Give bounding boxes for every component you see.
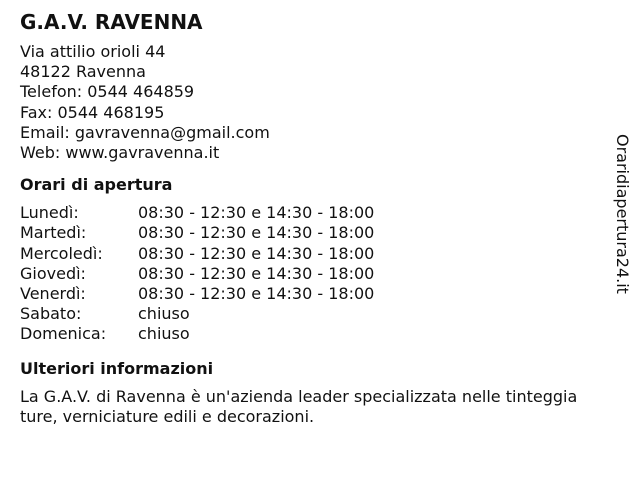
brand-watermark: Oraridiapertura24.it bbox=[613, 134, 632, 294]
info-description: La G.A.V. di Ravenna è un'azienda leader specializzata nelle tinteggiature, verniciature edili e decorazioni. bbox=[20, 386, 578, 426]
hours-time: 08:30 - 12:30 e 14:30 - 18:00 bbox=[138, 203, 375, 223]
hours-day: Sabato: bbox=[20, 304, 82, 324]
hours-day: Domenica: bbox=[20, 324, 107, 344]
hours-time: 08:30 - 12:30 e 14:30 - 18:00 bbox=[138, 243, 375, 263]
hours-row bbox=[20, 203, 600, 223]
hours-row bbox=[20, 284, 600, 304]
hours-time: 08:30 - 12:30 e 14:30 - 18:00 bbox=[138, 263, 375, 283]
hours-row bbox=[20, 244, 600, 264]
hours-row bbox=[20, 304, 600, 324]
email-line: Email: gavravenna@gmail.com bbox=[20, 122, 270, 142]
address-city: 48122 Ravenna bbox=[20, 62, 146, 82]
hours-row bbox=[20, 223, 600, 243]
business-name: G.A.V. RAVENNA bbox=[20, 10, 203, 34]
opening-hours-title: Orari di apertura bbox=[20, 175, 173, 195]
business-card bbox=[20, 10, 600, 427]
hours-row bbox=[20, 324, 600, 344]
hours-day: Venerdì: bbox=[20, 284, 86, 304]
hours-time: 08:30 - 12:30 e 14:30 - 18:00 bbox=[138, 284, 375, 304]
hours-day: Lunedì: bbox=[20, 203, 79, 223]
hours-day: Martedì: bbox=[20, 223, 87, 243]
hours-row bbox=[20, 264, 600, 284]
hours-time: 08:30 - 12:30 e 14:30 - 18:00 bbox=[138, 223, 375, 243]
address-street: Via attilio orioli 44 bbox=[20, 42, 166, 61]
fax-line: Fax: 0544 468195 bbox=[20, 102, 165, 122]
web-line: Web: www.gavravenna.it bbox=[20, 143, 220, 163]
phone-line: Telefon: 0544 464859 bbox=[20, 82, 195, 102]
address-block bbox=[20, 42, 600, 163]
hours-time: chiuso bbox=[138, 324, 190, 344]
hours-day: Mercoledì: bbox=[20, 243, 103, 263]
opening-hours-table bbox=[20, 203, 600, 344]
hours-time: chiuso bbox=[138, 304, 190, 324]
hours-day: Giovedì: bbox=[20, 263, 86, 283]
info-title: Ulteriori informazioni bbox=[20, 358, 214, 378]
